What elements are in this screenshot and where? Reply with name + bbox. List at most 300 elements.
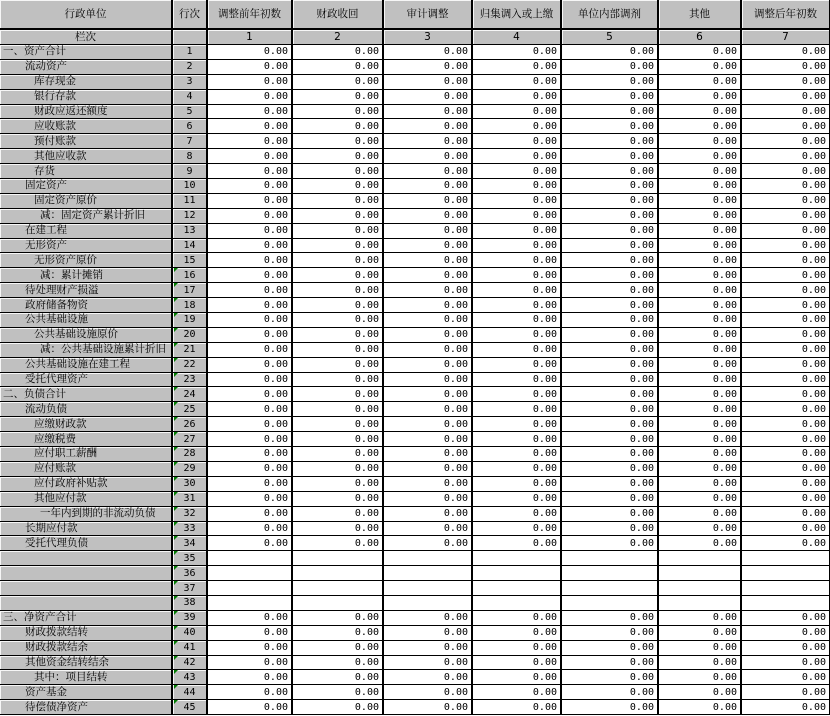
value-cell[interactable] xyxy=(741,581,830,596)
value-cell[interactable]: 0.00 xyxy=(383,700,472,715)
value-cell[interactable]: 0.00 xyxy=(383,327,472,342)
value-cell[interactable]: 0.00 xyxy=(658,253,741,268)
value-cell[interactable]: 0.00 xyxy=(207,208,292,223)
value-cell[interactable]: 0.00 xyxy=(292,59,383,74)
value-cell[interactable]: 0.00 xyxy=(741,342,830,357)
header-line-no[interactable]: 行次 xyxy=(172,0,207,29)
row-line-cell[interactable]: 17 xyxy=(172,283,207,298)
value-cell[interactable] xyxy=(292,551,383,566)
value-cell[interactable]: 0.00 xyxy=(658,104,741,119)
value-cell[interactable]: 0.00 xyxy=(561,357,658,372)
row-label-cell[interactable]: 流动负债 xyxy=(0,402,172,417)
value-cell[interactable]: 0.00 xyxy=(383,670,472,685)
value-cell[interactable]: 0.00 xyxy=(741,640,830,655)
value-cell[interactable]: 0.00 xyxy=(207,476,292,491)
value-cell[interactable]: 0.00 xyxy=(658,447,741,462)
value-cell[interactable]: 0.00 xyxy=(658,417,741,432)
value-cell[interactable]: 0.00 xyxy=(741,268,830,283)
value-cell[interactable]: 0.00 xyxy=(207,45,292,60)
value-cell[interactable]: 0.00 xyxy=(472,610,561,625)
row-line-cell[interactable]: 9 xyxy=(172,164,207,179)
value-cell[interactable] xyxy=(472,595,561,610)
value-cell[interactable]: 0.00 xyxy=(741,313,830,328)
row-line-cell[interactable]: 36 xyxy=(172,566,207,581)
value-cell[interactable]: 0.00 xyxy=(207,372,292,387)
value-cell[interactable]: 0.00 xyxy=(741,476,830,491)
row-label-cell[interactable]: 其他应收款 xyxy=(0,149,172,164)
value-cell[interactable]: 0.00 xyxy=(472,670,561,685)
row-label-cell[interactable]: 受托代理负债 xyxy=(0,536,172,551)
row-line-cell[interactable]: 32 xyxy=(172,506,207,521)
row-line-cell[interactable]: 10 xyxy=(172,179,207,194)
row-label-cell[interactable]: 应付职工薪酬 xyxy=(0,447,172,462)
row-label-cell[interactable]: 在建工程 xyxy=(0,223,172,238)
value-cell[interactable]: 0.00 xyxy=(658,610,741,625)
value-cell[interactable]: 0.00 xyxy=(207,670,292,685)
column-index-cell[interactable]: 3 xyxy=(383,29,472,45)
value-cell[interactable]: 0.00 xyxy=(207,119,292,134)
value-cell[interactable]: 0.00 xyxy=(292,491,383,506)
value-cell[interactable]: 0.00 xyxy=(292,149,383,164)
row-line-cell[interactable]: 30 xyxy=(172,476,207,491)
value-cell[interactable]: 0.00 xyxy=(561,149,658,164)
value-cell[interactable] xyxy=(658,566,741,581)
header-admin-unit[interactable]: 行政单位 xyxy=(0,0,172,29)
value-cell[interactable]: 0.00 xyxy=(292,89,383,104)
value-cell[interactable]: 0.00 xyxy=(741,45,830,60)
value-cell[interactable]: 0.00 xyxy=(383,313,472,328)
value-cell[interactable]: 0.00 xyxy=(207,327,292,342)
value-cell[interactable]: 0.00 xyxy=(207,104,292,119)
value-cell[interactable]: 0.00 xyxy=(383,640,472,655)
value-cell[interactable]: 0.00 xyxy=(741,283,830,298)
value-cell[interactable]: 0.00 xyxy=(383,461,472,476)
value-cell[interactable]: 0.00 xyxy=(561,670,658,685)
row-label-cell[interactable]: 公共基础设施原价 xyxy=(0,327,172,342)
value-cell[interactable]: 0.00 xyxy=(472,134,561,149)
row-label-cell[interactable]: 流动资产 xyxy=(0,59,172,74)
value-cell[interactable]: 0.00 xyxy=(207,417,292,432)
value-cell[interactable]: 0.00 xyxy=(658,432,741,447)
value-cell[interactable]: 0.00 xyxy=(472,387,561,402)
value-cell[interactable]: 0.00 xyxy=(383,655,472,670)
value-cell[interactable]: 0.00 xyxy=(741,655,830,670)
column-header-collection-transfer[interactable]: 归集调入或上缴 xyxy=(472,0,561,29)
row-label-cell[interactable]: 一、资产合计 xyxy=(0,45,172,60)
value-cell[interactable]: 0.00 xyxy=(741,104,830,119)
value-cell[interactable]: 0.00 xyxy=(561,447,658,462)
value-cell[interactable]: 0.00 xyxy=(741,357,830,372)
value-cell[interactable]: 0.00 xyxy=(658,357,741,372)
value-cell[interactable]: 0.00 xyxy=(472,640,561,655)
value-cell[interactable]: 0.00 xyxy=(472,193,561,208)
value-cell[interactable]: 0.00 xyxy=(207,387,292,402)
value-cell[interactable]: 0.00 xyxy=(207,74,292,89)
value-cell[interactable] xyxy=(383,595,472,610)
row-label-cell[interactable]: 财政拨款结转 xyxy=(0,625,172,640)
row-line-cell[interactable]: 12 xyxy=(172,208,207,223)
value-cell[interactable] xyxy=(658,595,741,610)
value-cell[interactable]: 0.00 xyxy=(383,685,472,700)
value-cell[interactable]: 0.00 xyxy=(658,461,741,476)
value-cell[interactable] xyxy=(383,581,472,596)
value-cell[interactable]: 0.00 xyxy=(472,59,561,74)
value-cell[interactable]: 0.00 xyxy=(472,298,561,313)
row-label-cell[interactable]: 无形资产原价 xyxy=(0,253,172,268)
value-cell[interactable]: 0.00 xyxy=(207,357,292,372)
value-cell[interactable]: 0.00 xyxy=(383,119,472,134)
value-cell[interactable] xyxy=(741,595,830,610)
row-label-cell[interactable]: 预付账款 xyxy=(0,134,172,149)
value-cell[interactable]: 0.00 xyxy=(472,74,561,89)
value-cell[interactable]: 0.00 xyxy=(383,536,472,551)
value-cell[interactable]: 0.00 xyxy=(292,372,383,387)
value-cell[interactable]: 0.00 xyxy=(561,74,658,89)
value-cell[interactable]: 0.00 xyxy=(292,700,383,715)
value-cell[interactable]: 0.00 xyxy=(383,610,472,625)
value-cell[interactable]: 0.00 xyxy=(561,134,658,149)
value-cell[interactable]: 0.00 xyxy=(658,506,741,521)
value-cell[interactable]: 0.00 xyxy=(561,193,658,208)
value-cell[interactable] xyxy=(472,581,561,596)
value-cell[interactable]: 0.00 xyxy=(741,327,830,342)
value-cell[interactable]: 0.00 xyxy=(207,655,292,670)
value-cell[interactable]: 0.00 xyxy=(741,461,830,476)
value-cell[interactable]: 0.00 xyxy=(472,342,561,357)
value-cell[interactable]: 0.00 xyxy=(292,640,383,655)
value-cell[interactable]: 0.00 xyxy=(658,268,741,283)
value-cell[interactable]: 0.00 xyxy=(292,45,383,60)
value-cell[interactable]: 0.00 xyxy=(561,536,658,551)
row-label-cell[interactable]: 其他应付款 xyxy=(0,491,172,506)
value-cell[interactable]: 0.00 xyxy=(383,74,472,89)
value-cell[interactable]: 0.00 xyxy=(292,208,383,223)
value-cell[interactable]: 0.00 xyxy=(561,342,658,357)
row-line-cell[interactable]: 24 xyxy=(172,387,207,402)
value-cell[interactable]: 0.00 xyxy=(472,283,561,298)
value-cell[interactable]: 0.00 xyxy=(207,283,292,298)
value-cell[interactable]: 0.00 xyxy=(292,402,383,417)
column-header-audit-adjustment[interactable]: 审计调整 xyxy=(383,0,472,29)
value-cell[interactable]: 0.00 xyxy=(207,268,292,283)
value-cell[interactable]: 0.00 xyxy=(658,491,741,506)
row-label-cell[interactable]: 公共基础设施 xyxy=(0,313,172,328)
value-cell[interactable]: 0.00 xyxy=(472,372,561,387)
value-cell[interactable]: 0.00 xyxy=(472,313,561,328)
value-cell[interactable]: 0.00 xyxy=(658,59,741,74)
value-cell[interactable]: 0.00 xyxy=(472,268,561,283)
value-cell[interactable]: 0.00 xyxy=(561,283,658,298)
row-line-cell[interactable]: 38 xyxy=(172,595,207,610)
value-cell[interactable]: 0.00 xyxy=(383,342,472,357)
value-cell[interactable]: 0.00 xyxy=(741,447,830,462)
row-line-cell[interactable]: 45 xyxy=(172,700,207,715)
value-cell[interactable]: 0.00 xyxy=(292,447,383,462)
value-cell[interactable]: 0.00 xyxy=(561,417,658,432)
value-cell[interactable]: 0.00 xyxy=(658,164,741,179)
value-cell[interactable]: 0.00 xyxy=(658,536,741,551)
row-line-cell[interactable]: 28 xyxy=(172,447,207,462)
value-cell[interactable]: 0.00 xyxy=(741,223,830,238)
row-line-cell[interactable]: 20 xyxy=(172,327,207,342)
row-line-cell[interactable]: 39 xyxy=(172,610,207,625)
row-label-cell[interactable]: 应付账款 xyxy=(0,461,172,476)
column-index-blank[interactable] xyxy=(172,29,207,45)
value-cell[interactable]: 0.00 xyxy=(741,625,830,640)
value-cell[interactable]: 0.00 xyxy=(292,357,383,372)
row-label-cell[interactable]: 无形资产 xyxy=(0,238,172,253)
column-index-cell[interactable]: 7 xyxy=(741,29,830,45)
value-cell[interactable]: 0.00 xyxy=(292,253,383,268)
value-cell[interactable]: 0.00 xyxy=(292,119,383,134)
column-index-cell[interactable]: 4 xyxy=(472,29,561,45)
row-line-cell[interactable]: 13 xyxy=(172,223,207,238)
value-cell[interactable]: 0.00 xyxy=(292,223,383,238)
row-line-cell[interactable]: 29 xyxy=(172,461,207,476)
row-label-cell[interactable]: 减：累计摊销 xyxy=(0,268,172,283)
row-label-cell[interactable]: 减：公共基础设施累计折旧 xyxy=(0,342,172,357)
value-cell[interactable]: 0.00 xyxy=(292,610,383,625)
value-cell[interactable]: 0.00 xyxy=(383,223,472,238)
value-cell[interactable]: 0.00 xyxy=(658,342,741,357)
value-cell[interactable]: 0.00 xyxy=(561,208,658,223)
value-cell[interactable]: 0.00 xyxy=(292,417,383,432)
value-cell[interactable]: 0.00 xyxy=(207,625,292,640)
value-cell[interactable]: 0.00 xyxy=(741,298,830,313)
value-cell[interactable]: 0.00 xyxy=(383,372,472,387)
row-line-cell[interactable]: 15 xyxy=(172,253,207,268)
value-cell[interactable] xyxy=(741,566,830,581)
value-cell[interactable]: 0.00 xyxy=(292,179,383,194)
value-cell[interactable]: 0.00 xyxy=(472,432,561,447)
value-cell[interactable]: 0.00 xyxy=(472,476,561,491)
value-cell[interactable]: 0.00 xyxy=(658,45,741,60)
value-cell[interactable]: 0.00 xyxy=(472,104,561,119)
value-cell[interactable] xyxy=(207,551,292,566)
value-cell[interactable]: 0.00 xyxy=(561,45,658,60)
value-cell[interactable]: 0.00 xyxy=(207,193,292,208)
value-cell[interactable]: 0.00 xyxy=(561,238,658,253)
row-label-cell[interactable]: 二、负债合计 xyxy=(0,387,172,402)
value-cell[interactable]: 0.00 xyxy=(658,283,741,298)
value-cell[interactable]: 0.00 xyxy=(561,104,658,119)
value-cell[interactable]: 0.00 xyxy=(207,59,292,74)
row-line-cell[interactable]: 34 xyxy=(172,536,207,551)
row-label-cell[interactable]: 受托代理资产 xyxy=(0,372,172,387)
value-cell[interactable]: 0.00 xyxy=(561,461,658,476)
value-cell[interactable]: 0.00 xyxy=(561,59,658,74)
row-line-cell[interactable]: 8 xyxy=(172,149,207,164)
value-cell[interactable]: 0.00 xyxy=(472,223,561,238)
value-cell[interactable]: 0.00 xyxy=(561,372,658,387)
value-cell[interactable]: 0.00 xyxy=(472,625,561,640)
value-cell[interactable]: 0.00 xyxy=(292,238,383,253)
value-cell[interactable] xyxy=(561,551,658,566)
row-line-cell[interactable]: 22 xyxy=(172,357,207,372)
value-cell[interactable]: 0.00 xyxy=(472,208,561,223)
value-cell[interactable]: 0.00 xyxy=(561,432,658,447)
value-cell[interactable]: 0.00 xyxy=(658,640,741,655)
value-cell[interactable]: 0.00 xyxy=(741,685,830,700)
value-cell[interactable]: 0.00 xyxy=(561,89,658,104)
value-cell[interactable]: 0.00 xyxy=(658,387,741,402)
value-cell[interactable]: 0.00 xyxy=(561,268,658,283)
value-cell[interactable]: 0.00 xyxy=(292,298,383,313)
value-cell[interactable]: 0.00 xyxy=(741,417,830,432)
value-cell[interactable]: 0.00 xyxy=(472,179,561,194)
value-cell[interactable]: 0.00 xyxy=(561,402,658,417)
value-cell[interactable]: 0.00 xyxy=(383,149,472,164)
value-cell[interactable]: 0.00 xyxy=(741,670,830,685)
value-cell[interactable]: 0.00 xyxy=(561,327,658,342)
value-cell[interactable] xyxy=(561,581,658,596)
value-cell[interactable]: 0.00 xyxy=(292,461,383,476)
value-cell[interactable]: 0.00 xyxy=(561,700,658,715)
value-cell[interactable]: 0.00 xyxy=(383,491,472,506)
row-label-cell[interactable]: 资产基金 xyxy=(0,685,172,700)
value-cell[interactable]: 0.00 xyxy=(658,208,741,223)
row-line-cell[interactable]: 14 xyxy=(172,238,207,253)
value-cell[interactable]: 0.00 xyxy=(561,506,658,521)
value-cell[interactable]: 0.00 xyxy=(207,298,292,313)
row-line-cell[interactable]: 35 xyxy=(172,551,207,566)
row-label-cell[interactable]: 待处理财产损溢 xyxy=(0,283,172,298)
value-cell[interactable]: 0.00 xyxy=(658,402,741,417)
value-cell[interactable]: 0.00 xyxy=(658,89,741,104)
row-label-cell[interactable]: 财政应返还额度 xyxy=(0,104,172,119)
value-cell[interactable]: 0.00 xyxy=(292,268,383,283)
row-label-cell[interactable]: 应收账款 xyxy=(0,119,172,134)
value-cell[interactable]: 0.00 xyxy=(658,119,741,134)
value-cell[interactable]: 0.00 xyxy=(561,223,658,238)
value-cell[interactable]: 0.00 xyxy=(741,89,830,104)
value-cell[interactable]: 0.00 xyxy=(658,700,741,715)
value-cell[interactable] xyxy=(472,566,561,581)
value-cell[interactable] xyxy=(658,581,741,596)
value-cell[interactable]: 0.00 xyxy=(383,238,472,253)
value-cell[interactable] xyxy=(292,595,383,610)
value-cell[interactable]: 0.00 xyxy=(741,536,830,551)
value-cell[interactable]: 0.00 xyxy=(292,521,383,536)
row-line-cell[interactable]: 4 xyxy=(172,89,207,104)
column-header-internal-adjustment[interactable]: 单位内部调剂 xyxy=(561,0,658,29)
value-cell[interactable]: 0.00 xyxy=(658,223,741,238)
row-line-cell[interactable]: 25 xyxy=(172,402,207,417)
value-cell[interactable]: 0.00 xyxy=(383,357,472,372)
value-cell[interactable]: 0.00 xyxy=(658,476,741,491)
value-cell[interactable]: 0.00 xyxy=(561,313,658,328)
value-cell[interactable]: 0.00 xyxy=(741,521,830,536)
row-line-cell[interactable]: 27 xyxy=(172,432,207,447)
value-cell[interactable]: 0.00 xyxy=(207,461,292,476)
value-cell[interactable]: 0.00 xyxy=(472,238,561,253)
value-cell[interactable]: 0.00 xyxy=(561,640,658,655)
value-cell[interactable]: 0.00 xyxy=(383,625,472,640)
value-cell[interactable]: 0.00 xyxy=(741,59,830,74)
value-cell[interactable]: 0.00 xyxy=(207,134,292,149)
value-cell[interactable]: 0.00 xyxy=(561,685,658,700)
value-cell[interactable]: 0.00 xyxy=(561,164,658,179)
value-cell[interactable]: 0.00 xyxy=(658,313,741,328)
value-cell[interactable]: 0.00 xyxy=(383,253,472,268)
value-cell[interactable] xyxy=(658,551,741,566)
value-cell[interactable]: 0.00 xyxy=(561,298,658,313)
value-cell[interactable]: 0.00 xyxy=(472,491,561,506)
value-cell[interactable] xyxy=(561,595,658,610)
row-label-cell[interactable]: 政府储备物资 xyxy=(0,298,172,313)
value-cell[interactable]: 0.00 xyxy=(383,432,472,447)
row-label-cell[interactable]: 长期应付款 xyxy=(0,521,172,536)
row-line-cell[interactable]: 1 xyxy=(172,45,207,60)
value-cell[interactable]: 0.00 xyxy=(383,208,472,223)
value-cell[interactable]: 0.00 xyxy=(292,536,383,551)
value-cell[interactable]: 0.00 xyxy=(383,104,472,119)
row-line-cell[interactable]: 33 xyxy=(172,521,207,536)
value-cell[interactable]: 0.00 xyxy=(383,179,472,194)
value-cell[interactable]: 0.00 xyxy=(741,164,830,179)
value-cell[interactable]: 0.00 xyxy=(561,253,658,268)
value-cell[interactable]: 0.00 xyxy=(658,74,741,89)
value-cell[interactable]: 0.00 xyxy=(383,387,472,402)
row-line-cell[interactable]: 21 xyxy=(172,342,207,357)
value-cell[interactable]: 0.00 xyxy=(292,685,383,700)
value-cell[interactable]: 0.00 xyxy=(741,491,830,506)
row-line-cell[interactable]: 7 xyxy=(172,134,207,149)
row-line-cell[interactable]: 16 xyxy=(172,268,207,283)
value-cell[interactable]: 0.00 xyxy=(383,447,472,462)
value-cell[interactable] xyxy=(383,551,472,566)
value-cell[interactable]: 0.00 xyxy=(472,89,561,104)
row-line-cell[interactable]: 2 xyxy=(172,59,207,74)
value-cell[interactable] xyxy=(207,595,292,610)
value-cell[interactable]: 0.00 xyxy=(658,298,741,313)
value-cell[interactable]: 0.00 xyxy=(741,372,830,387)
row-label-cell[interactable]: 减：固定资产累计折旧 xyxy=(0,208,172,223)
value-cell[interactable]: 0.00 xyxy=(383,268,472,283)
value-cell[interactable]: 0.00 xyxy=(741,134,830,149)
value-cell[interactable]: 0.00 xyxy=(207,610,292,625)
value-cell[interactable]: 0.00 xyxy=(472,253,561,268)
value-cell[interactable]: 0.00 xyxy=(292,134,383,149)
value-cell[interactable] xyxy=(292,581,383,596)
value-cell[interactable]: 0.00 xyxy=(472,357,561,372)
value-cell[interactable]: 0.00 xyxy=(741,432,830,447)
value-cell[interactable]: 0.00 xyxy=(658,238,741,253)
row-line-cell[interactable]: 37 xyxy=(172,581,207,596)
row-line-cell[interactable]: 31 xyxy=(172,491,207,506)
value-cell[interactable]: 0.00 xyxy=(383,59,472,74)
value-cell[interactable]: 0.00 xyxy=(561,476,658,491)
value-cell[interactable]: 0.00 xyxy=(561,179,658,194)
value-cell[interactable]: 0.00 xyxy=(207,491,292,506)
value-cell[interactable]: 0.00 xyxy=(472,164,561,179)
value-cell[interactable]: 0.00 xyxy=(292,164,383,179)
value-cell[interactable]: 0.00 xyxy=(207,700,292,715)
value-cell[interactable]: 0.00 xyxy=(207,179,292,194)
value-cell[interactable]: 0.00 xyxy=(207,402,292,417)
row-label-cell[interactable] xyxy=(0,581,172,596)
value-cell[interactable]: 0.00 xyxy=(561,655,658,670)
value-cell[interactable]: 0.00 xyxy=(741,179,830,194)
value-cell[interactable]: 0.00 xyxy=(292,387,383,402)
row-label-cell[interactable]: 固定资产原价 xyxy=(0,193,172,208)
value-cell[interactable]: 0.00 xyxy=(658,625,741,640)
value-cell[interactable]: 0.00 xyxy=(207,149,292,164)
value-cell[interactable]: 0.00 xyxy=(658,327,741,342)
value-cell[interactable] xyxy=(561,566,658,581)
row-line-cell[interactable]: 26 xyxy=(172,417,207,432)
column-header-other[interactable]: 其他 xyxy=(658,0,741,29)
